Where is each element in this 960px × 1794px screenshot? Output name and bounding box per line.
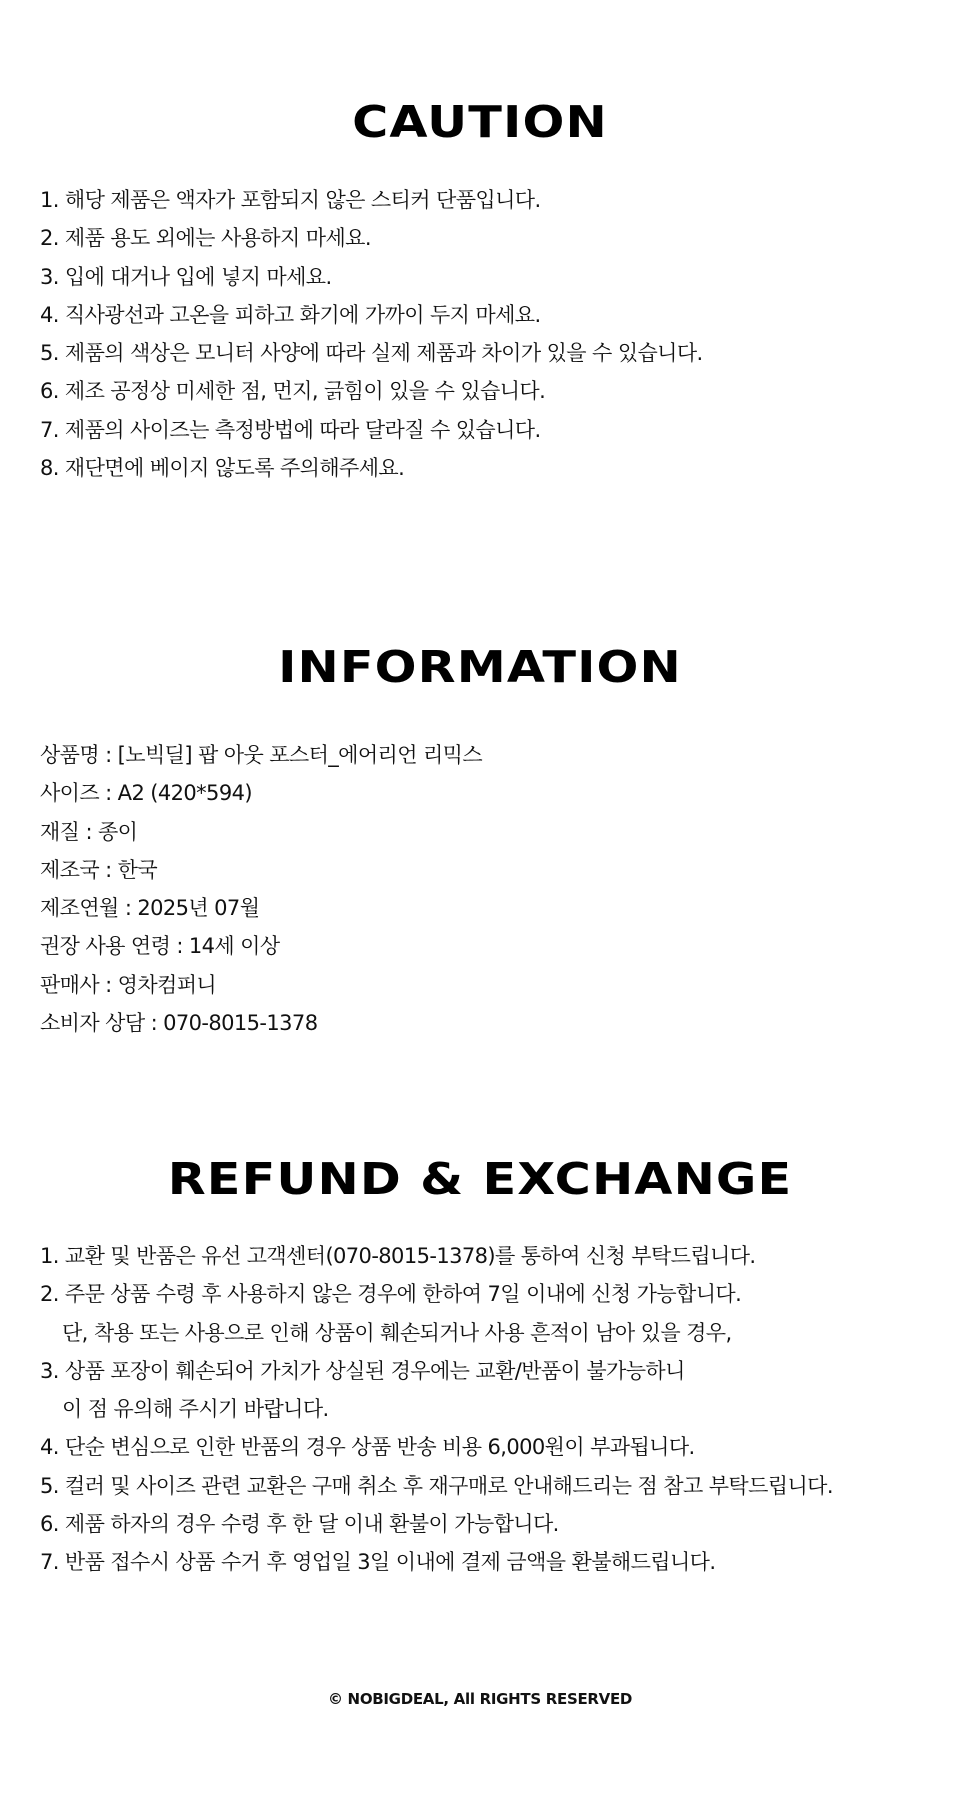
refund-title: REFUND & EXCHANGE	[167, 1154, 793, 1205]
information-item: 권장 사용 연령 : 14세 이상	[40, 934, 280, 959]
information-list	[40, 736, 920, 1042]
caution-item: 2. 제품 용도 외에는 사용하지 마세요.	[40, 226, 371, 251]
caution-item: 6. 제조 공정상 미세한 점, 먼지, 긁힘이 있을 수 있습니다.	[40, 379, 546, 404]
refund-item-continuation: 단, 착용 또는 사용으로 인해 상품이 훼손되거나 사용 흔적이 남아 있을 경우,	[62, 1320, 732, 1345]
refund-item: 7. 반품 접수시 상품 수거 후 영업일 3일 이내에 결제 금액을 환불해드립니다.	[40, 1550, 716, 1575]
caution-item: 5. 제품의 색상은 모니터 사양에 따라 실제 제품과 차이가 있을 수 있습니다.	[40, 341, 703, 366]
refund-item: 3. 상품 포장이 훼손되어 가치가 상실된 경우에는 교환/반품이 불가능하니	[40, 1358, 685, 1383]
information-title: INFORMATION	[278, 642, 682, 693]
refund-item: 5. 컬러 및 사이즈 관련 교환은 구매 취소 후 재구매로 안내해드리는 점 참고 부탁드립니다.	[40, 1473, 833, 1498]
caution-item: 1. 해당 제품은 액자가 포함되지 않은 스티커 단품입니다.	[40, 188, 541, 212]
refund-item: 6. 제품 하자의 경우 수령 후 한 달 이내 환불이 가능합니다.	[40, 1512, 559, 1537]
information-item: 재질 : 종이	[40, 819, 138, 844]
caution-item: 7. 제품의 사이즈는 측정방법에 따라 달라질 수 있습니다.	[40, 417, 541, 442]
refund-item: 4. 단순 변심으로 인한 반품의 경우 상품 반송 비용 6,000원이 부과됩니다.	[40, 1435, 695, 1460]
footer-copyright: © NOBIGDEAL, All RIGHTS RESERVED	[327, 1690, 633, 1708]
information-item: 사이즈 : A2 (420*594)	[40, 781, 252, 806]
caution-item: 4. 직사광선과 고온을 피하고 화기에 가까이 두지 마세요.	[40, 302, 541, 327]
information-item: 소비자 상담 : 070-8015-1378	[40, 1011, 318, 1036]
caution-list	[40, 181, 920, 487]
information-item: 제조연월 : 2025년 07월	[40, 896, 260, 921]
caution-item: 8. 재단면에 베이지 않도록 주의해주세요.	[40, 456, 405, 481]
refund-item-continuation: 이 점 유의해 주시기 바랍니다.	[62, 1397, 329, 1422]
caution-item: 3. 입에 대거나 입에 넣지 마세요.	[40, 264, 332, 289]
information-item: 제조국 : 한국	[40, 857, 158, 882]
refund-list	[40, 1237, 920, 1582]
information-item: 판매사 : 영차컴퍼니	[40, 972, 217, 997]
caution-title: CAUTION	[352, 97, 608, 148]
information-item: 상품명 : [노빅딜] 팝 아웃 포스터_에어리언 리믹스	[40, 743, 483, 767]
refund-item: 1. 교환 및 반품은 유선 고객센터(070-8015-1378)를 통하여 신청 부탁드립니다.	[40, 1244, 756, 1268]
refund-item: 2. 주문 상품 수령 후 사용하지 않은 경우에 한하여 7일 이내에 신청 가능합니다.	[40, 1282, 742, 1307]
